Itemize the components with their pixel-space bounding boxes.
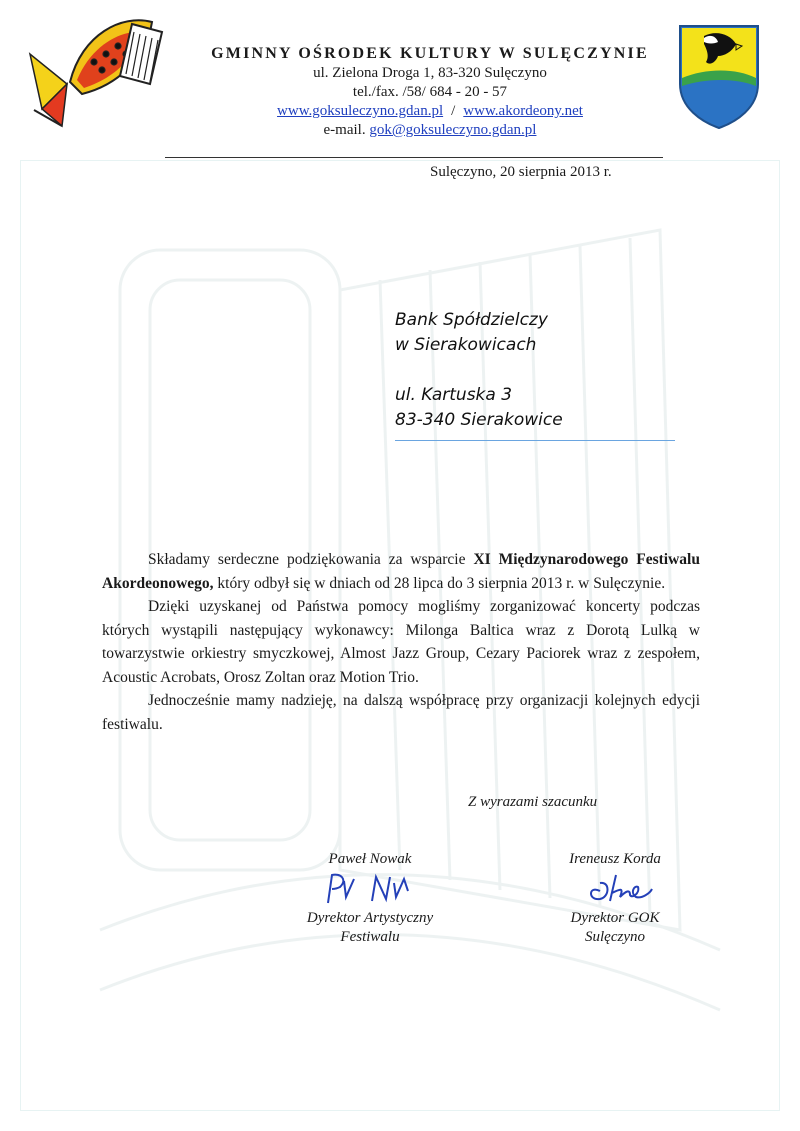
letter-date: Sulęczyno, 20 sierpnia 2013 r. bbox=[430, 164, 612, 180]
letter-body bbox=[102, 548, 700, 736]
signatory-title-right-2: Sulęczyno bbox=[585, 929, 645, 945]
signatory-title-left-1: Dyrektor Artystyczny bbox=[306, 910, 434, 926]
recipient-underline bbox=[395, 440, 675, 441]
recipient-street: ul. Kartuska 3 bbox=[395, 385, 513, 405]
signatory-title-left-2: Festiwalu bbox=[340, 929, 400, 945]
website-separator: / bbox=[451, 103, 456, 119]
header-divider bbox=[165, 157, 663, 158]
festival-name: XI Międzynarodowego Festiwalu Akordeonowego, bbox=[102, 551, 700, 592]
email-label: e-mail. bbox=[323, 122, 366, 138]
organization-email bbox=[170, 121, 690, 140]
handwritten-signature-left bbox=[320, 871, 420, 907]
signatory-title-right-1: Dyrektor GOK bbox=[570, 910, 660, 926]
recipient-name-line1: Bank Spółdzielczy bbox=[395, 310, 548, 330]
website-link-goksuleczyno[interactable]: www.goksuleczyno.gdan.pl bbox=[277, 103, 444, 119]
email-link[interactable]: gok@goksuleczyno.gdan.pl bbox=[369, 122, 537, 138]
paragraph-3: Jednocześnie mamy nadzieję, na dalszą współpracę przy organizacji kolejnych edycji festiwalu. bbox=[102, 692, 700, 733]
signature-block-right bbox=[540, 850, 690, 947]
signatory-name-right: Ireneusz Korda bbox=[569, 851, 661, 867]
handwritten-signature-right bbox=[570, 871, 660, 907]
paragraph-2: Dzięki uzyskanej od Państwa pomocy mogliśmy zorganizować koncerty podczas których wystąpili następujący wykonawcy: Milonga Baltica wraz z Dorotą Lulką w towarzystwie orkiestry smyczkowej, Almost Jazz Group, Cezary Paciorek wraz z zespołem, Acoustic Acrobats, Orosz Zoltan oraz Motion Trio. bbox=[102, 598, 700, 686]
signature-block-left bbox=[290, 850, 450, 947]
recipient-city: 83-340 Sierakowice bbox=[395, 410, 563, 430]
recipient-name-line2: w Sierakowicach bbox=[395, 335, 537, 355]
recipient-address bbox=[395, 308, 563, 433]
closing-phrase: Z wyrazami szacunku bbox=[468, 794, 598, 810]
paragraph-1-text: Składamy serdeczne podziękowania za wsparcie bbox=[148, 551, 474, 568]
letterhead bbox=[170, 44, 690, 140]
paragraph-1-text-end: który odbył się w dniach od 28 lipca do 3 sierpnia 2013 r. w Sulęczynie. bbox=[213, 574, 666, 592]
signatory-name-left: Paweł Nowak bbox=[328, 851, 412, 867]
butterfly-accordion-logo bbox=[22, 14, 172, 134]
website-link-akordeony[interactable]: www.akordeony.net bbox=[463, 103, 583, 119]
organization-phone: tel./fax. /58/ 684 - 20 - 57 bbox=[352, 84, 508, 100]
organization-websites bbox=[170, 102, 690, 121]
organization-name: GMINNY OŚRODEK KULTURY W SULĘCZYNIE bbox=[211, 45, 649, 62]
paragraph-1 bbox=[102, 548, 700, 595]
organization-address: ul. Zielona Droga 1, 83-320 Sulęczyno bbox=[313, 65, 547, 81]
